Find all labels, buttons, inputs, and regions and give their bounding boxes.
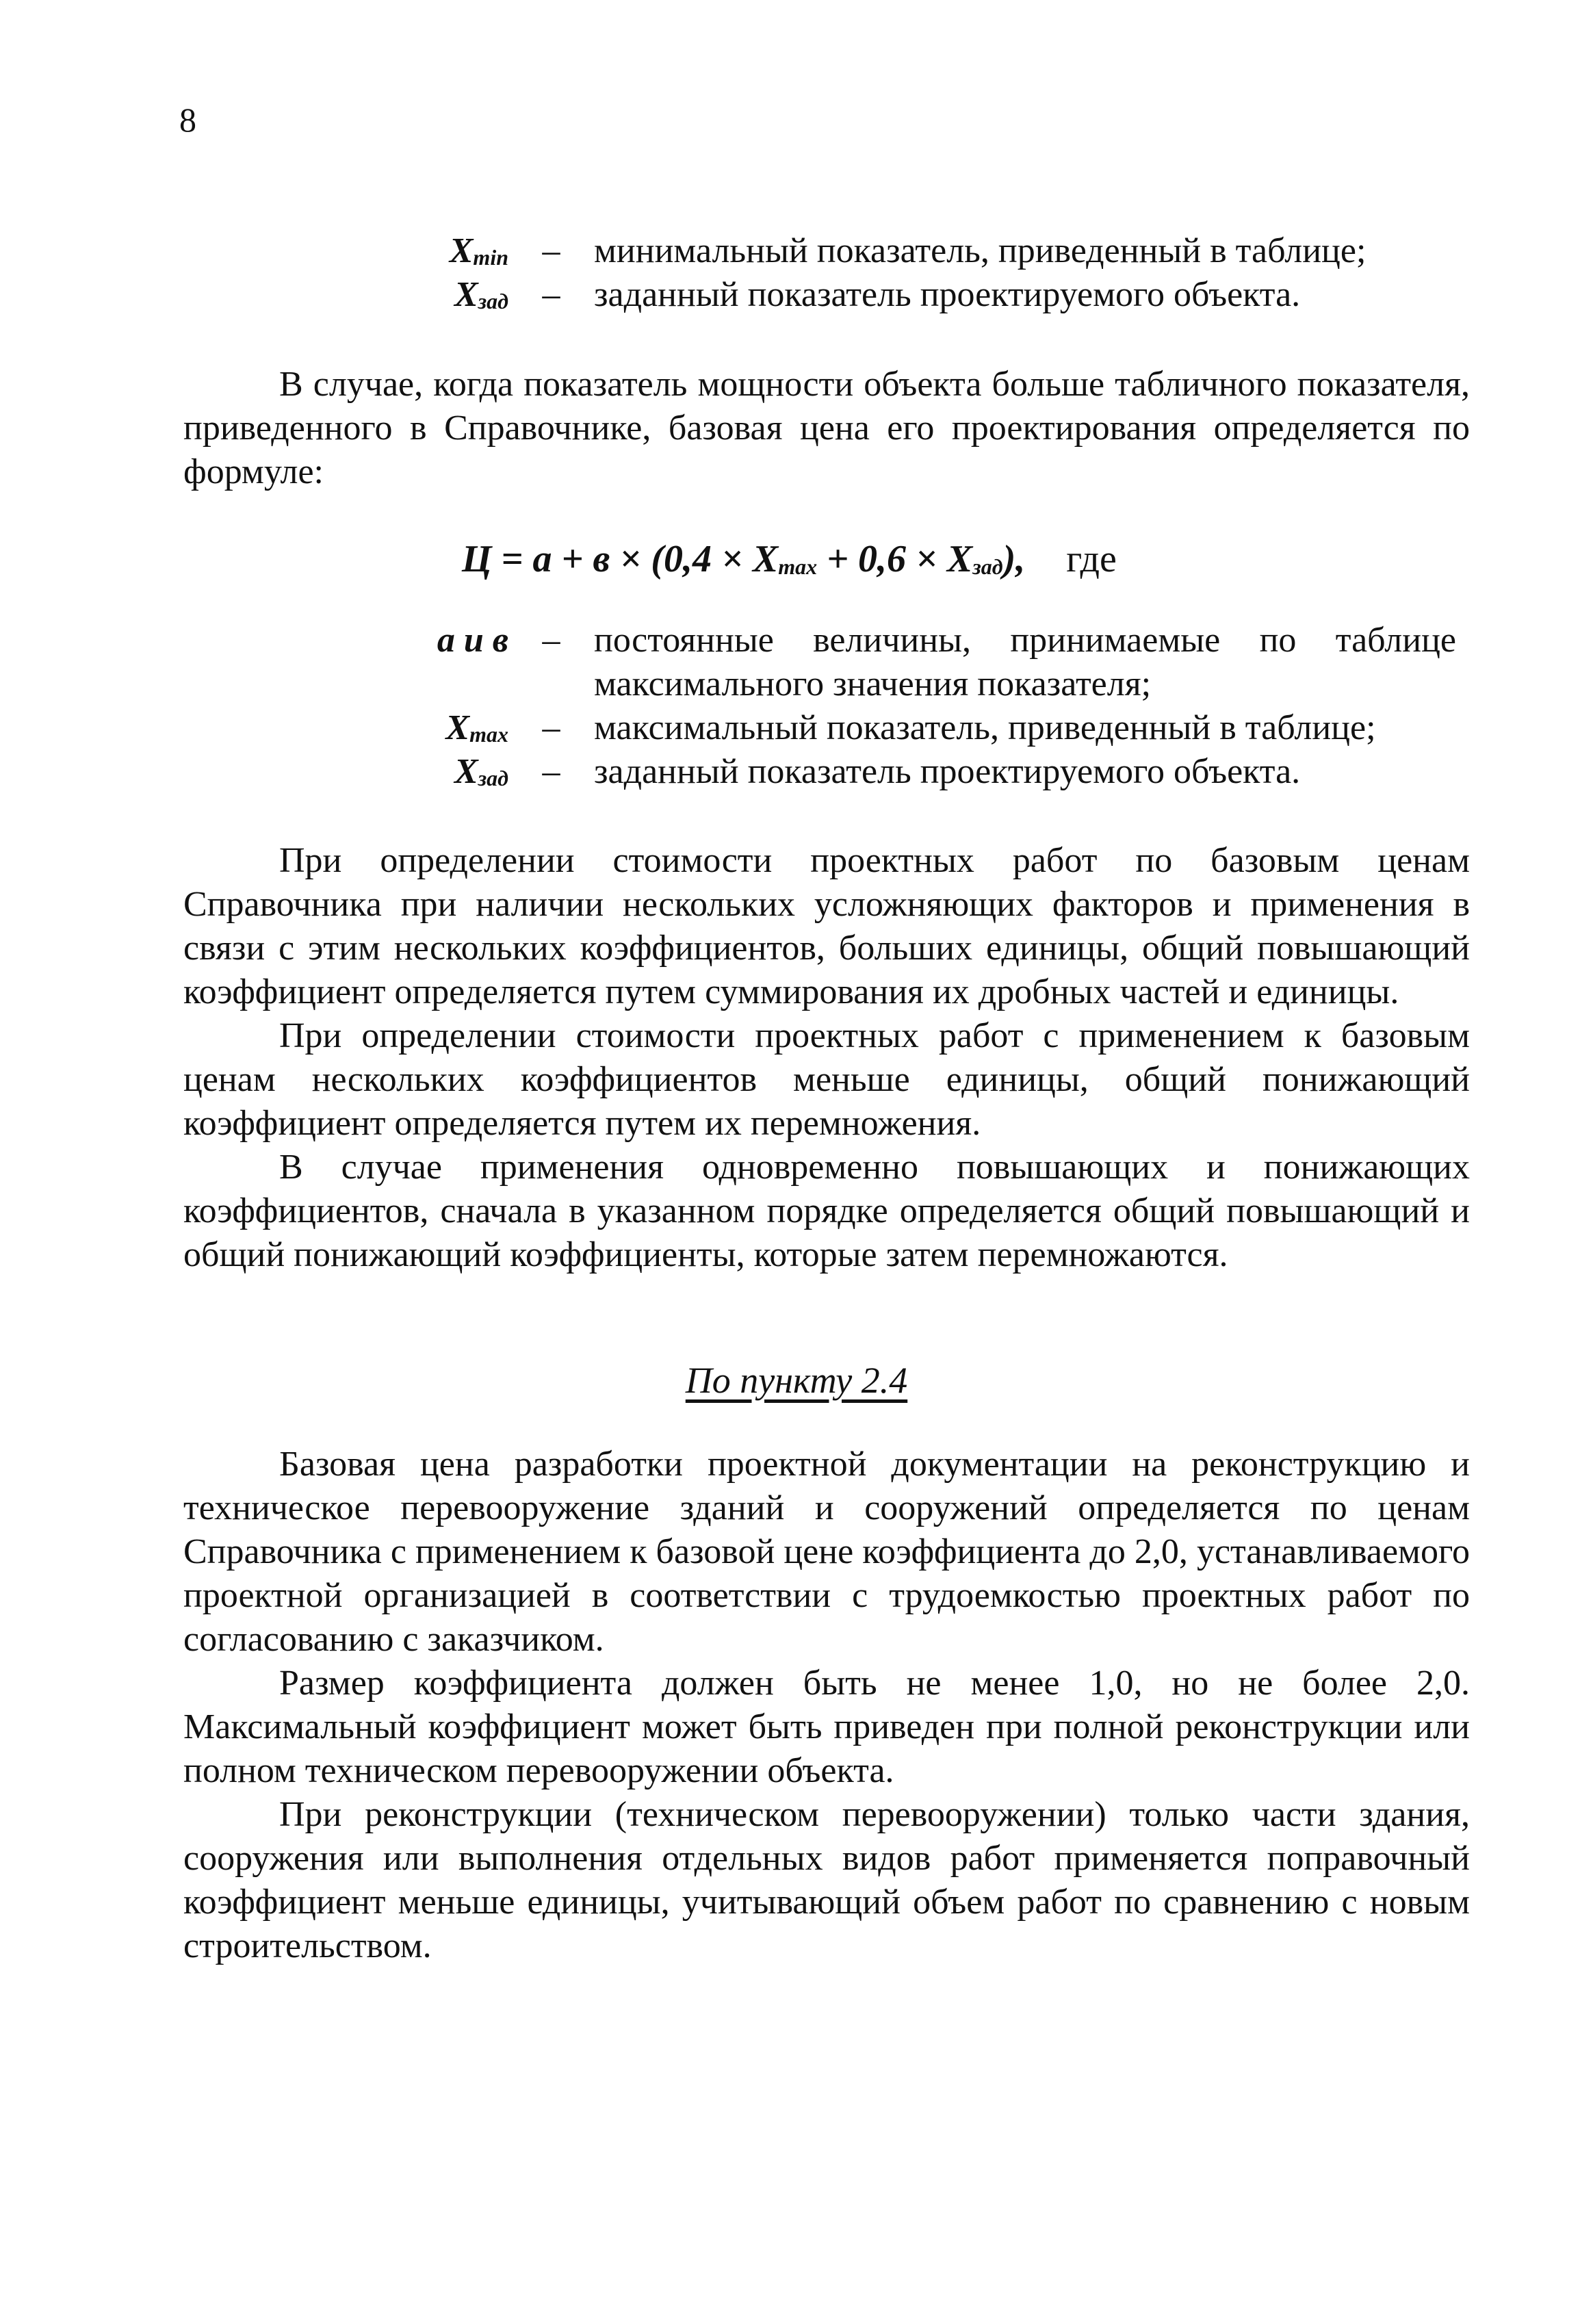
intro-paragraph-block [183, 363, 1470, 494]
definition-text: заданный показатель проектируемого объекта. [594, 752, 1301, 791]
definition-row [183, 706, 1470, 750]
definition-text: постоянные величины, принимаемые по таблице максимального значения показателя; [594, 621, 1456, 703]
definition-symbol: $X_{min}$ [449, 231, 508, 270]
formula-expression: $Ц = а + в \times (0,4 \times X_{max} + 0,6 \times X_{зад})$, [462, 538, 1026, 580]
price-formula [462, 537, 1117, 581]
definition-row [183, 273, 1470, 317]
definition-text: максимальный показатель, приведенный в таблице; [594, 708, 1376, 747]
definition-symbol: $X_{зад}$ [454, 752, 508, 791]
paragraph: Базовая цена разработки проектной документации на реконструкцию и техническое перевооружение зданий и сооружений определяется по ценам Справочника с применением к базовой цене коэффициента до 2,0, устанавливаемого проектной организацией в соответствии с трудоемкостью проектных работ по согласованию с заказчиком. [183, 1445, 1470, 1659]
paragraph: При определении стоимости проектных работ по базовым ценам Справочника при наличии нескольких усложняющих факторов и применения в связи с этим нескольких коэффициентов, больших единицы, общий повышающий коэффициент определяется путем суммирования их дробных частей и единицы. [183, 841, 1470, 1011]
definition-row [183, 229, 1470, 273]
definition-dash: – [542, 752, 560, 791]
definition-text: заданный показатель проектируемого объекта. [594, 275, 1301, 314]
definition-dash: – [542, 275, 560, 314]
section-heading: По пункту 2.4 [685, 1360, 908, 1401]
definition-dash: – [542, 231, 560, 270]
definition-dash: – [542, 708, 560, 747]
definition-symbol: $X_{max}$ [445, 708, 508, 747]
definition-dash: – [542, 621, 560, 660]
definition-symbol: $X_{зад}$ [454, 275, 508, 314]
middle-paragraphs-block [183, 839, 1470, 1277]
paragraph: При определении стоимости проектных работ с применением к базовым ценам нескольких коэффициентов меньше единицы, общий понижающий коэффициент определяется путем их перемножения. [183, 1016, 1470, 1143]
paragraph: В случае, когда показатель мощности объекта больше табличного показателя, приведенного в Справочнике, базовая цена его проектирования определяется по формуле: [183, 365, 1470, 491]
paragraph: При реконструкции (техническом перевооружении) только части здания, сооружения или выполнения отдельных видов работ применяется поправочный коэффициент меньше единицы, учитывающий объем работ по сравнению с новым строительством. [183, 1795, 1470, 1965]
definition-row [183, 750, 1470, 794]
formula-where: где [1066, 538, 1117, 580]
definitions-bottom [183, 619, 1470, 794]
definition-text: минимальный показатель, приведенный в таблице; [594, 231, 1367, 270]
paragraph: Размер коэффициента должен быть не менее 1,0, но не более 2,0. Максимальный коэффициент может быть приведен при полной реконструкции или полном техническом перевооружении объекта. [183, 1664, 1470, 1790]
bottom-paragraphs-block [183, 1443, 1470, 1968]
definitions-top [183, 229, 1470, 317]
definition-symbol: а и в [437, 621, 508, 660]
page-number: 8 [179, 101, 196, 139]
definition-row [183, 619, 1470, 706]
paragraph: В случае применения одновременно повышающих и понижающих коэффициентов, сначала в указанном порядке определяется общий повышающий и общий понижающий коэффициенты, которые затем перемножаются. [183, 1148, 1470, 1274]
